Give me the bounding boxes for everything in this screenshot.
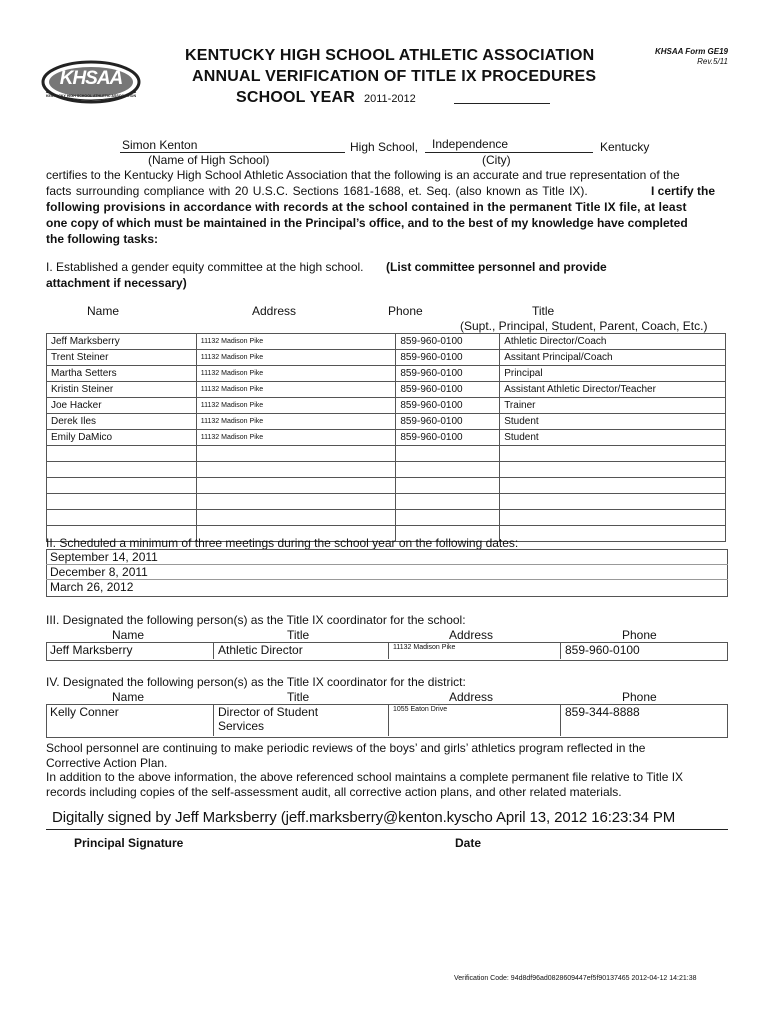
- committee-header-title: Title: [532, 304, 555, 318]
- school-state: Kentucky: [600, 140, 650, 154]
- date-label: Date: [455, 836, 482, 850]
- school-coord-phone: 859-960-0100: [565, 643, 640, 657]
- committee-cell-address: 11132 Madison Pike: [196, 382, 396, 398]
- committee-cell-title: Trainer: [500, 398, 726, 414]
- committee-table: [46, 333, 726, 542]
- logo-subtext: KENTUCKY HIGH SCHOOL ATHLETIC ASSOCIATION: [45, 94, 137, 98]
- district-coord-header-phone: Phone: [622, 690, 657, 704]
- committee-row: [47, 414, 726, 430]
- school-coord-header-title: Title: [287, 628, 310, 642]
- committee-header-name: Name: [87, 304, 120, 318]
- logo-text: KHSAA: [59, 68, 123, 89]
- signature-underline: [46, 829, 728, 830]
- meeting-date-1: September 14, 2011: [50, 550, 158, 564]
- certify-line2a: facts surrounding compliance with 20 U.S.C. Sections 1681-1688, et. Seq. (also known as Title IX).: [46, 184, 588, 198]
- committee-cell-phone: 859-960-0100: [396, 382, 500, 398]
- committee-cell-empty: [196, 446, 396, 462]
- committee-cell-phone: 859-960-0100: [396, 430, 500, 446]
- school-coord-div1: [213, 642, 214, 659]
- committee-header-address: Address: [252, 304, 297, 318]
- principal-signature-label: Principal Signature: [74, 836, 184, 850]
- district-coord-header-name: Name: [112, 690, 145, 704]
- section1-lead-bold2: attachment if necessary): [46, 276, 187, 290]
- form-title-line1: KENTUCKY HIGH SCHOOL ATHLETIC ASSOCIATION: [185, 47, 595, 64]
- committee-row-empty: [47, 462, 726, 478]
- meeting-divider-1: [46, 564, 728, 565]
- school-year-label: SCHOOL YEAR: [236, 89, 355, 106]
- committee-row-empty: [47, 510, 726, 526]
- committee-row: [47, 382, 726, 398]
- certify-line3: following provisions in accordance with records at the school contained in the permanent Title IX file, at least: [46, 200, 687, 214]
- school-coord-name: Jeff Marksberry: [50, 643, 133, 657]
- committee-cell-empty: [396, 462, 500, 478]
- committee-row-empty: [47, 446, 726, 462]
- certify-line1: certifies to the Kentucky High School Athletic Association that the following is an accurate and true representation of the: [46, 168, 680, 182]
- committee-row: [47, 430, 726, 446]
- school-coord-title: Athletic Director: [218, 643, 303, 657]
- committee-cell-name: Emily DaMico: [47, 430, 197, 446]
- closing-line3: In addition to the above information, the above referenced school maintains a complete permanent file relative to Title IX: [46, 770, 684, 784]
- district-coord-title-line1: Director of Student: [218, 705, 319, 719]
- committee-cell-empty: [500, 462, 726, 478]
- district-coord-div1: [213, 704, 214, 736]
- committee-cell-empty: [47, 478, 197, 494]
- committee-cell-phone: 859-960-0100: [396, 414, 500, 430]
- committee-cell-empty: [500, 446, 726, 462]
- committee-cell-title: Assistant Athletic Director/Teacher: [500, 382, 726, 398]
- district-coord-div3: [560, 704, 561, 736]
- school-coord-header-name: Name: [112, 628, 145, 642]
- committee-cell-title: Assitant Principal/Coach: [500, 350, 726, 366]
- committee-cell-address: 11132 Madison Pike: [196, 350, 396, 366]
- committee-cell-address: 11132 Madison Pike: [196, 334, 396, 350]
- closing-line2: Corrective Action Plan.: [46, 756, 168, 770]
- committee-cell-phone: 859-960-0100: [396, 398, 500, 414]
- school-year-value: 2011-2012: [364, 93, 416, 105]
- committee-cell-empty: [500, 478, 726, 494]
- school-name-caption: (Name of High School): [148, 153, 270, 167]
- school-name: Simon Kenton: [122, 138, 198, 152]
- committee-row: [47, 398, 726, 414]
- form-revision: Rev.5/11: [697, 57, 728, 66]
- committee-cell-name: Jeff Marksberry: [47, 334, 197, 350]
- verification-code: Verification Code: 94d8df96ad0828609447ef5f90137465 2012-04-12 14:21:38: [454, 975, 697, 982]
- committee-cell-address: 11132 Madison Pike: [196, 366, 396, 382]
- committee-row-empty: [47, 478, 726, 494]
- section4-lead: IV. Designated the following person(s) as the Title IX coordinator for the district:: [46, 675, 466, 689]
- committee-row-empty: [47, 494, 726, 510]
- committee-cell-empty: [396, 494, 500, 510]
- committee-row: [47, 366, 726, 382]
- section1-lead-bold: (List committee personnel and provide: [386, 260, 607, 274]
- school-coord-address: 11132 Madison Pike: [393, 644, 456, 651]
- district-coord-name: Kelly Conner: [50, 705, 119, 719]
- district-coord-div2: [388, 704, 389, 736]
- committee-cell-empty: [196, 510, 396, 526]
- committee-cell-empty: [500, 494, 726, 510]
- district-coord-address: 1055 Eaton Drive: [393, 706, 448, 713]
- school-mid-text: High School,: [350, 140, 419, 154]
- committee-cell-name: Derek Iles: [47, 414, 197, 430]
- form-title-line2: ANNUAL VERIFICATION OF TITLE IX PROCEDURES: [192, 68, 597, 85]
- committee-cell-empty: [396, 510, 500, 526]
- committee-cell-empty: [47, 510, 197, 526]
- school-coord-div3: [560, 642, 561, 659]
- committee-header-phone: Phone: [388, 304, 423, 318]
- district-coord-phone: 859-344-8888: [565, 705, 640, 719]
- certify-line2b: I certify the: [651, 184, 716, 198]
- committee-cell-name: Martha Setters: [47, 366, 197, 382]
- school-year-underline: [454, 103, 550, 104]
- section1-lead: I. Established a gender equity committee at the high school.: [46, 260, 364, 274]
- committee-row: [47, 334, 726, 350]
- form-id: KHSAA Form GE19: [654, 47, 728, 56]
- committee-row: [47, 350, 726, 366]
- committee-cell-address: 11132 Madison Pike: [196, 430, 396, 446]
- committee-cell-address: 11132 Madison Pike: [196, 398, 396, 414]
- khsaa-logo: [40, 58, 142, 108]
- closing-line4: records including copies of the self-assessment audit, all corrective action plans, and other related materials.: [46, 785, 622, 799]
- district-coord-header-title: Title: [287, 690, 310, 704]
- school-city: Independence: [432, 137, 509, 151]
- committee-cell-name: Trent Steiner: [47, 350, 197, 366]
- committee-cell-phone: 859-960-0100: [396, 350, 500, 366]
- district-coord-header-address: Address: [449, 690, 494, 704]
- section2-lead: II. Scheduled a minimum of three meetings during the school year on the following dates:: [46, 536, 519, 550]
- meeting-date-3: March 26, 2012: [50, 580, 134, 594]
- committee-cell-empty: [500, 510, 726, 526]
- committee-cell-address: 11132 Madison Pike: [196, 414, 396, 430]
- committee-cell-name: Kristin Steiner: [47, 382, 197, 398]
- committee-cell-empty: [47, 446, 197, 462]
- committee-cell-empty: [396, 446, 500, 462]
- meeting-date-2: December 8, 2011: [50, 565, 148, 579]
- committee-cell-title: Student: [500, 414, 726, 430]
- certify-line5: the following tasks:: [46, 232, 159, 246]
- committee-cell-empty: [196, 494, 396, 510]
- committee-cell-empty: [196, 462, 396, 478]
- committee-cell-title: Principal: [500, 366, 726, 382]
- committee-header-title-sub: (Supt., Principal, Student, Parent, Coach, Etc.): [460, 319, 708, 333]
- committee-cell-empty: [47, 494, 197, 510]
- committee-cell-phone: 859-960-0100: [396, 366, 500, 382]
- school-coord-div2: [388, 642, 389, 659]
- section3-lead: III. Designated the following person(s) as the Title IX coordinator for the school:: [46, 613, 466, 627]
- digital-signature: Digitally signed by Jeff Marksberry (jeff.marksberry@kenton.kyscho April 13, 2012 16:23:34 PM: [52, 809, 676, 826]
- committee-cell-empty: [500, 526, 726, 542]
- committee-cell-title: Student: [500, 430, 726, 446]
- closing-line1: School personnel are continuing to make periodic reviews of the boys’ and girls’ athletics program reflected in the: [46, 741, 646, 755]
- certify-line4: one copy of which must be maintained in the Principal’s office, and to the best of my knowledge have completed: [46, 216, 688, 230]
- committee-cell-empty: [47, 462, 197, 478]
- district-coord-title-line2: Services: [218, 719, 265, 733]
- meeting-divider-2: [46, 579, 728, 580]
- committee-cell-empty: [396, 478, 500, 494]
- committee-cell-phone: 859-960-0100: [396, 334, 500, 350]
- committee-cell-name: Joe Hacker: [47, 398, 197, 414]
- school-city-caption: (City): [482, 153, 511, 167]
- committee-cell-empty: [196, 478, 396, 494]
- committee-cell-title: Athletic Director/Coach: [500, 334, 726, 350]
- school-coord-header-address: Address: [449, 628, 494, 642]
- school-coord-header-phone: Phone: [622, 628, 657, 642]
